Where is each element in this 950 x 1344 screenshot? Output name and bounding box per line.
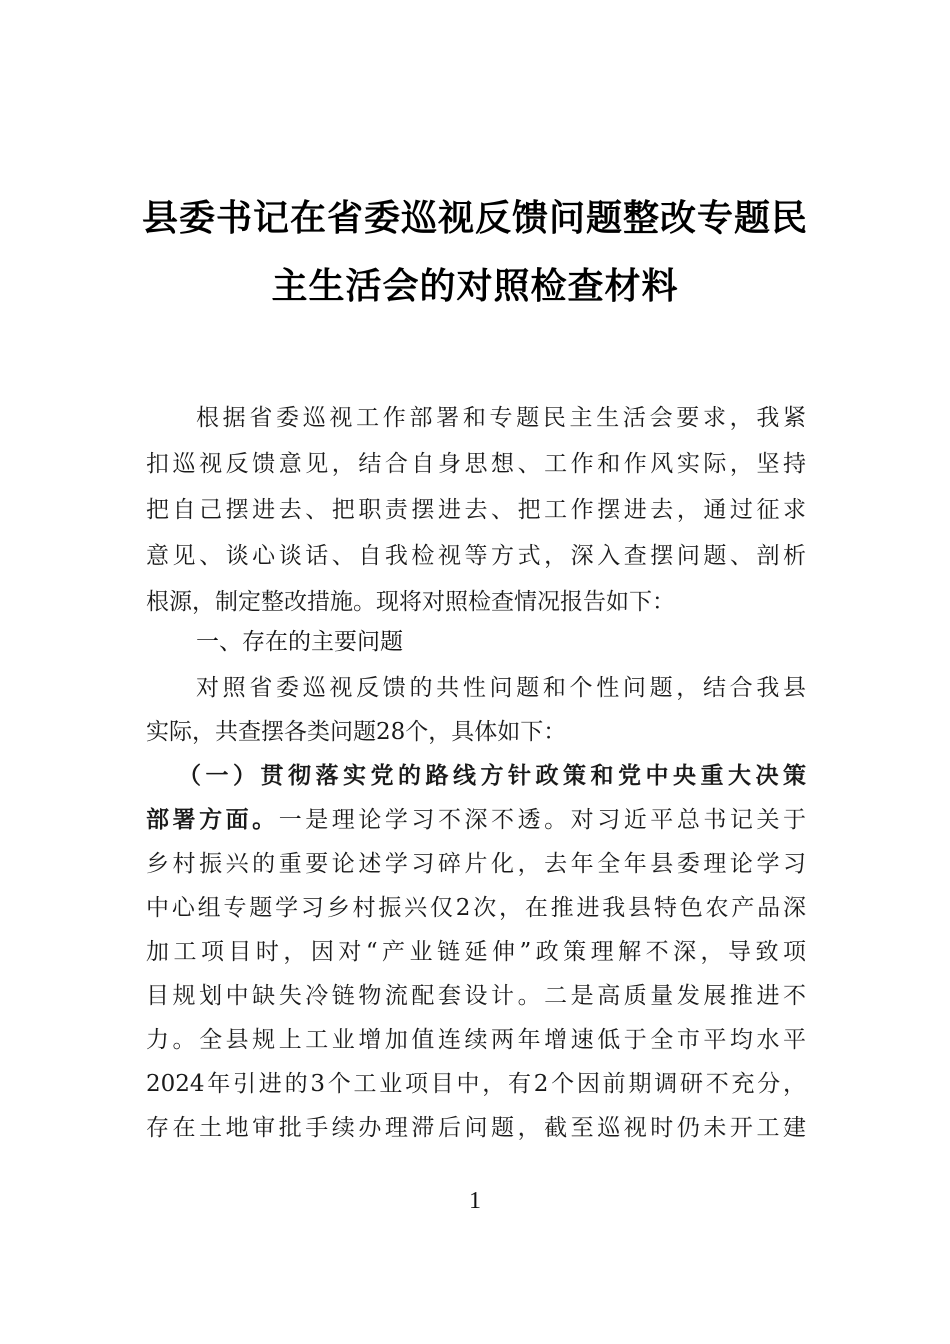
section-intro-line-1: 对照省委巡视反馈的共性问题和个性问题，结合我县	[196, 675, 806, 701]
intro-line-4: 意见、谈心谈话、自我检视等方式，深入查摆问题、剖析	[146, 543, 806, 569]
subsection-lead-line: （一）贯彻落实党的路线方针政策和党中央重大决策	[178, 762, 806, 789]
subsection-line-2: 乡村振兴的重要论述学习碎片化，去年全年县委理论学习	[146, 851, 806, 877]
subsection-line-7: 2024年引进的3个工业项目中，有2个因前期调研不充分，	[146, 1071, 806, 1097]
subsection-line-6: 力。全县规上工业增加值连续两年增速低于全市平均水平	[146, 1027, 806, 1053]
document-title-line-2: 主生活会的对照检查材料	[271, 265, 679, 307]
intro-line-1: 根据省委巡视工作部署和专题民主生活会要求，我紧	[196, 405, 806, 431]
page-number: 1	[469, 1188, 481, 1214]
intro-line-3: 把自己摆进去、把职责摆进去、把工作摆进去，通过征求	[146, 497, 806, 523]
section-heading: 一、存在的主要问题	[196, 629, 403, 655]
subsection-lead-end: 部署方面。	[146, 806, 279, 833]
subsection-line-1	[146, 804, 806, 836]
subsection-line-3: 中心组专题学习乡村振兴仅2次，在推进我县特色农产品深	[146, 895, 806, 921]
subsection-line-1-text: 一是理论学习不深不透。对习近平总书记关于	[278, 807, 806, 833]
intro-line-5: 根源，制定整改措施。现将对照检查情况报告如下：	[146, 589, 675, 615]
subsection-line-4: 加工项目时，因对“产业链延伸”政策理解不深，导致项	[146, 939, 806, 965]
subsection-line-8: 存在土地审批手续办理滞后问题，截至巡视时仍未开工建	[146, 1115, 806, 1141]
intro-line-2: 扣巡视反馈意见，结合自身思想、工作和作风实际，坚持	[146, 451, 806, 477]
document-title-line-1: 县委书记在省委巡视反馈问题整改专题民	[141, 197, 808, 239]
subsection-line-5: 目规划中缺失冷链物流配套设计。二是高质量发展推进不	[146, 983, 806, 1009]
section-intro-line-2: 实际，共查摆各类问题28个，具体如下：	[146, 719, 567, 745]
